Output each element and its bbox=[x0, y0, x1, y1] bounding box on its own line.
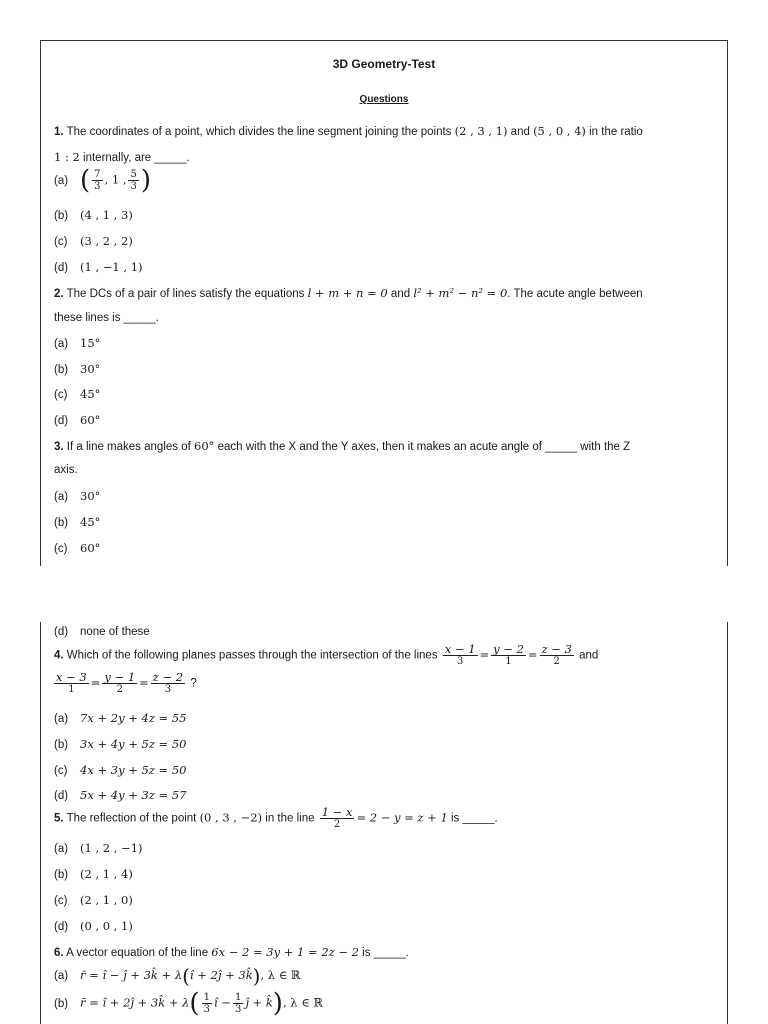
option-text: 60° bbox=[80, 413, 101, 427]
denominator: 3 bbox=[234, 1004, 242, 1015]
option-label: (b) bbox=[54, 739, 69, 751]
option-3b bbox=[54, 515, 715, 529]
option-label: (b) bbox=[54, 364, 69, 376]
question-6-line-1 bbox=[54, 945, 715, 959]
numerator: y − 2 bbox=[493, 642, 524, 656]
question-4-line-2 bbox=[54, 672, 715, 695]
option-5a bbox=[54, 841, 715, 855]
denominator: 1 bbox=[505, 656, 512, 667]
option-label: (b) bbox=[54, 210, 69, 222]
option-label: (c) bbox=[54, 895, 68, 907]
math: , 1 , bbox=[104, 172, 127, 187]
option-4d bbox=[54, 788, 715, 802]
numerator: 7 bbox=[94, 169, 101, 180]
option-2d bbox=[54, 413, 715, 427]
option-label: (c) bbox=[54, 543, 68, 555]
question-text: each with the X and the Y axes, then it makes an acute angle of _____ with the Z bbox=[214, 441, 631, 453]
question-text: The reflection of the point bbox=[63, 812, 200, 825]
numerator: x − 3 bbox=[56, 670, 87, 684]
question-1-line-1 bbox=[54, 124, 715, 138]
option-1d bbox=[54, 260, 715, 274]
question-text: and bbox=[575, 649, 599, 662]
option-4b bbox=[54, 737, 715, 751]
math: = bbox=[90, 675, 101, 690]
question-number: 4. bbox=[54, 649, 64, 662]
option-text: (0 , 0 , 1) bbox=[80, 919, 133, 933]
math: 6x − 2 = 3y + 1 = 2z − 2 bbox=[211, 945, 359, 959]
option-label: (a) bbox=[54, 174, 69, 187]
option-5c bbox=[54, 893, 715, 907]
math: = 2 − y = z + 1 bbox=[356, 810, 448, 825]
option-label: (a) bbox=[54, 970, 69, 983]
option-text: 30° bbox=[80, 489, 101, 503]
math: î − bbox=[213, 995, 231, 1010]
numerator: x − 1 bbox=[444, 642, 476, 656]
option-text: (2 , 1 , 4) bbox=[80, 867, 133, 881]
option-text: 7x + 2y + 4z = 55 bbox=[80, 711, 187, 725]
math: l + m + n = 0 bbox=[307, 286, 388, 300]
numerator: 1 − x bbox=[321, 805, 353, 819]
option-text: 45° bbox=[80, 387, 101, 401]
denominator: 3 bbox=[130, 181, 137, 192]
option-label: (c) bbox=[54, 389, 68, 401]
math: (5 , 0 , 4) bbox=[533, 124, 586, 138]
question-text: and bbox=[387, 288, 414, 300]
option-label: (d) bbox=[54, 626, 69, 638]
option-text: 30° bbox=[80, 362, 101, 376]
option-4a bbox=[54, 711, 715, 725]
question-2-line-2 bbox=[54, 312, 715, 324]
math: ĵ + k̂ bbox=[245, 995, 273, 1010]
math: 60° bbox=[194, 439, 215, 453]
denominator: 1 bbox=[68, 684, 75, 695]
numerator: z − 2 bbox=[152, 670, 184, 684]
document-title: 3D Geometry-Test bbox=[332, 57, 436, 71]
option-2c bbox=[54, 387, 715, 401]
question-text: Which of the following planes passes through the intersection of the lines bbox=[63, 649, 441, 662]
question-text: internally, are _____. bbox=[79, 152, 190, 164]
option-text: , λ ∈ ℝ bbox=[260, 968, 301, 983]
option-3d bbox=[54, 626, 715, 638]
option-text: (3 , 2 , 2) bbox=[80, 234, 133, 248]
option-label: (d) bbox=[54, 921, 69, 933]
question-text: and bbox=[507, 126, 534, 138]
question-1-line-2 bbox=[54, 150, 715, 164]
option-label: (a) bbox=[54, 338, 69, 350]
option-5b bbox=[54, 867, 715, 881]
question-number: 6. bbox=[54, 947, 64, 959]
option-1c bbox=[54, 234, 715, 248]
option-label: (d) bbox=[54, 790, 69, 802]
question-text: in the line bbox=[262, 812, 318, 825]
denominator: 3 bbox=[164, 684, 172, 695]
denominator: 2 bbox=[116, 684, 123, 695]
option-text: 60° bbox=[80, 541, 101, 555]
question-4-line-1 bbox=[54, 644, 715, 667]
option-text: (1 , −1 , 1) bbox=[80, 260, 143, 274]
option-text: 15° bbox=[80, 336, 101, 350]
math: (0 , 3 , −2) bbox=[199, 810, 263, 825]
option-3c bbox=[54, 541, 715, 555]
option-label: (c) bbox=[54, 236, 68, 248]
option-6a: (a) r̄ = î − ĵ + 3k̂ + λ(î + 2ĵ + 3k̂), λ ∈ ℝ bbox=[54, 964, 301, 988]
option-1b bbox=[54, 208, 715, 222]
option-label: (b) bbox=[54, 869, 69, 881]
option-text: 4x + 3y + 5z = 50 bbox=[80, 763, 187, 777]
math: (2 , 3 , 1) bbox=[454, 124, 508, 138]
question-text: A vector equation of the line bbox=[63, 947, 212, 959]
question-text: is _____. bbox=[358, 947, 409, 959]
page-2 bbox=[40, 622, 728, 1024]
option-label: (b) bbox=[54, 997, 69, 1010]
option-label: (a) bbox=[54, 713, 69, 725]
math: = bbox=[479, 647, 490, 662]
question-number: 3. bbox=[54, 441, 64, 453]
option-label: (d) bbox=[54, 262, 69, 274]
question-text: . The acute angle between bbox=[507, 288, 643, 300]
denominator: 3 bbox=[456, 656, 464, 667]
option-label: (d) bbox=[54, 415, 69, 427]
question-text: is _____. bbox=[447, 812, 498, 825]
question-text: in the ratio bbox=[585, 126, 643, 138]
option-text: 45° bbox=[80, 515, 101, 529]
denominator: 3 bbox=[94, 181, 101, 192]
option-2b bbox=[54, 362, 715, 376]
option-2a bbox=[54, 336, 715, 350]
option-text: r̄ = î + 2ĵ + 3k̂ + λ bbox=[80, 995, 190, 1010]
question-2-line-1 bbox=[54, 286, 715, 300]
question-text: The DCs of a pair of lines satisfy the equations bbox=[63, 288, 308, 300]
option-text: î + 2ĵ + 3k̂ bbox=[189, 968, 253, 983]
numerator: y − 1 bbox=[104, 670, 136, 684]
question-number: 1. bbox=[54, 126, 64, 138]
option-text: 5x + 4y + 3z = 57 bbox=[80, 788, 187, 802]
question-text: The coordinates of a point, which divides the line segment joining the points bbox=[63, 126, 455, 138]
question-text: these lines is _____. bbox=[54, 312, 159, 324]
option-label: (c) bbox=[54, 765, 68, 777]
section-heading: Questions bbox=[359, 94, 409, 105]
option-4c bbox=[54, 763, 715, 777]
option-3a bbox=[54, 489, 715, 503]
page-1 bbox=[40, 40, 728, 566]
math: 1 : 2 bbox=[54, 150, 80, 164]
question-number: 5. bbox=[54, 812, 64, 825]
denominator: 3 bbox=[203, 1004, 210, 1015]
numerator: 5 bbox=[130, 169, 137, 180]
math: = bbox=[527, 647, 538, 662]
option-text: , λ ∈ ℝ bbox=[282, 995, 323, 1010]
numerator: 1 bbox=[203, 992, 210, 1003]
option-text: none of these bbox=[80, 626, 150, 638]
question-number: 2. bbox=[54, 288, 64, 300]
option-5d bbox=[54, 919, 715, 933]
question-text: axis. bbox=[54, 464, 78, 476]
option-text: (1 , 2 , −1) bbox=[80, 841, 143, 855]
denominator: 2 bbox=[553, 656, 560, 667]
question-text: If a line makes angles of bbox=[63, 441, 194, 453]
option-text: (4 , 1 , 3) bbox=[80, 208, 133, 222]
option-1a: (a) ( $\frac{7}{3}$ , 1 , $\frac{5}{3}$ ) bbox=[54, 165, 152, 196]
numerator: z − 3 bbox=[541, 642, 572, 656]
numerator: 1 bbox=[234, 992, 242, 1003]
question-3-line-1 bbox=[54, 439, 715, 453]
question-5-line-1 bbox=[54, 807, 715, 830]
denominator: 2 bbox=[333, 819, 341, 830]
option-text: r̄ = î − ĵ + 3k̂ + λ bbox=[80, 968, 183, 983]
option-label: (a) bbox=[54, 843, 69, 855]
option-label: (b) bbox=[54, 517, 69, 529]
option-6b: (b) r̄ = î + 2ĵ + 3k̂ + λ( $\frac{1}{3}$ î − $\frac{1}{3}$ ĵ + k̂), λ ∈ ℝ bbox=[54, 988, 323, 1019]
option-text: 3x + 4y + 5z = 50 bbox=[80, 737, 187, 751]
question-text: ? bbox=[187, 677, 197, 690]
option-text: (2 , 1 , 0) bbox=[80, 893, 133, 907]
math: = bbox=[139, 675, 149, 690]
math: l² + m² − n² = 0 bbox=[413, 286, 508, 300]
option-label: (a) bbox=[54, 491, 69, 503]
question-3-line-2 bbox=[54, 464, 715, 476]
